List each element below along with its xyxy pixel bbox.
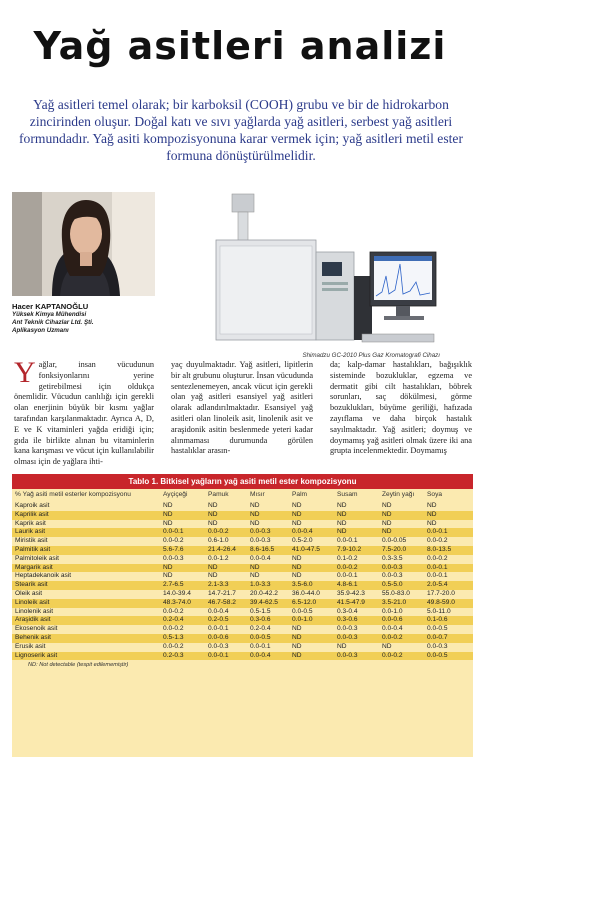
table-cell: 0.2-0.3 [160, 652, 205, 661]
table-cell: 6.5-12.0 [289, 599, 334, 608]
table-cell: ND [334, 528, 379, 537]
table-cell: 0.3-0.6 [334, 616, 379, 625]
table-cell: ND [289, 572, 334, 581]
table-header-cell: Susam [334, 489, 379, 502]
table-cell: 0.0-0.6 [379, 616, 424, 625]
table-cell: 0.0-0.5 [247, 634, 289, 643]
table-cell: ND [334, 643, 379, 652]
table-cell: 0.0-0.3 [334, 652, 379, 661]
table-cell: 5.0-11.0 [424, 608, 473, 617]
table-cell: 0.0-0.2 [160, 625, 205, 634]
table-row [12, 634, 473, 643]
body-text-3: da; kalp-damar hastalıkları, bağışıklık sisteminde bozukluklar, egzema ve dermatit gibi cilt hastalıkları, böbrek sorunları, saç dökülmesi, görme bozuklukları, büyüme geriliği, hafızada zayıflama ve daha birçok hastalık sayılmaktadır. Yağ asitleri; doymuş ve doymamış yağ asitleri olmak üzere iki ana grupta incelenmektedir. Doymamış [330, 360, 472, 456]
table-cell: 0.0-0.2 [160, 608, 205, 617]
table-row [12, 652, 473, 661]
table-cell: 35.9-42.3 [334, 590, 379, 599]
table-cell: 0.0-0.4 [379, 625, 424, 634]
table-cell: 8.0-13.5 [424, 546, 473, 555]
table-cell: 0.0-0.2 [379, 652, 424, 661]
table-cell: 0.0-0.3 [379, 564, 424, 573]
table-cell: ND [379, 502, 424, 511]
body-column-3 [330, 360, 472, 470]
body-column-1 [14, 360, 154, 470]
table-row [12, 590, 473, 599]
table-row [12, 564, 473, 573]
table-cell: ND [289, 564, 334, 573]
table-cell: 0.0-0.3 [247, 537, 289, 546]
table-row-label: Stearik asit [12, 581, 160, 590]
table-cell: 41.5-47.9 [334, 599, 379, 608]
table-cell: 0.0-0.3 [424, 643, 473, 652]
table-note: ND: Not detectable (tespit edilememiştir) [28, 662, 129, 669]
table-header-row [12, 489, 473, 502]
table-header-cell: Pamuk [205, 489, 247, 502]
table-cell: 0.1-0.2 [334, 555, 379, 564]
table-cell: 55.0-83.0 [379, 590, 424, 599]
table-cell: 0.0-0.1 [424, 564, 473, 573]
table-cell: ND [247, 520, 289, 529]
table-cell: 0.5-5.0 [379, 581, 424, 590]
table-cell: 0.0-0.5 [424, 652, 473, 661]
author-portrait-image [12, 192, 155, 296]
table-cell: ND [424, 511, 473, 520]
table-cell: 2.0-5.4 [424, 581, 473, 590]
table-row [12, 643, 473, 652]
table-cell: ND [334, 502, 379, 511]
table-row [12, 599, 473, 608]
table-cell: 36.0-44.0 [289, 590, 334, 599]
table-cell: 14.7-21.7 [205, 590, 247, 599]
table-cell: ND [160, 511, 205, 520]
table-cell: ND [205, 572, 247, 581]
table-cell: 21.4-26.4 [205, 546, 247, 555]
table-cell: 0.0-0.3 [247, 528, 289, 537]
table-row-label: Araşidik asit [12, 616, 160, 625]
table-cell: 2.1-3.3 [205, 581, 247, 590]
table-cell: 0.0-0.2 [424, 537, 473, 546]
table-row-label: Linolenik asit [12, 608, 160, 617]
table-cell: ND [205, 502, 247, 511]
table-cell: 0.0-0.5 [424, 625, 473, 634]
table-cell: 0.5-1.5 [247, 608, 289, 617]
table-cell: 0.0-0.05 [379, 537, 424, 546]
table-cell: 0.2-0.4 [247, 625, 289, 634]
table-cell: 48.3-74.0 [160, 599, 205, 608]
table-cell: 0.0-0.3 [334, 634, 379, 643]
author-block [12, 302, 157, 336]
table-cell: ND [379, 511, 424, 520]
table-cell: 0.0-0.1 [334, 537, 379, 546]
table-cell: 39.4-62.5 [247, 599, 289, 608]
table-cell: 0.0-0.4 [247, 555, 289, 564]
body-text-2: yaç duyulmaktadır. Yağ asitleri, lipitlerin bir alt grubunu oluşturur. İnsan vücudunda sentezlenemeyen, ancak vücut için gerekli olan yağ asitleri esansiyel yağ asitleri olarak adlandırılmaktadır. Esansiyel yağ asitleri olan linoleik asit, linolenik asit ve araşidonik asitin beslenmede yeteri kadar alınmaması durumunda görülen hastalıklar arasın- [171, 360, 313, 456]
table-row-label: Kaprilik asit [12, 511, 160, 520]
table-cell: 0.0-0.4 [289, 528, 334, 537]
table-row-label: Kaproik asit [12, 502, 160, 511]
device-image [212, 192, 440, 349]
table-cell: ND [334, 511, 379, 520]
table-cell: 0.0-0.2 [379, 634, 424, 643]
table-cell: 0.0-0.1 [424, 572, 473, 581]
table-cell: ND [379, 528, 424, 537]
table-cell: 0.1-0.6 [424, 616, 473, 625]
table-cell: 0.5-2.0 [289, 537, 334, 546]
table-cell: ND [334, 520, 379, 529]
table-row [12, 537, 473, 546]
body-text-1: ağlar, insan vücudunun fonksiyonlarını yerine getirebilmesi için oldukça önemlidir. Vücudun canlılığı için gerekli olan enerjinin büyük bir kısmı yağlar tarafından karşılanmaktadır. Ayrıca A, D, E ve K vitaminleri yağda eridiği için; gıda ile birlikte alınan bu vitaminlerin kana karışması ve vücut için kullanılabilir olması için de yağlara ihti- [14, 360, 154, 467]
table-cell: 0.0-0.2 [205, 528, 247, 537]
table-row [12, 625, 473, 634]
lead-paragraph: Yağ asitleri temel olarak; bir karboksil (COOH) grubu ve bir de hidrokarbon zincirinden oluşur. Doğal katı ve sıvı yağlarda yağ asitleri, serbest yağ asitleri formundadır. Yağ asiti kompozisyonuna karar vermek için; yağ asitleri metil ester formuna dönüştürülmelidir. [19, 97, 463, 163]
table-row-label: Heptadekanoik asit [12, 572, 160, 581]
table-cell: ND [247, 502, 289, 511]
table-row-label: Kaprik asit [12, 520, 160, 529]
table-cell: 0.6-1.0 [205, 537, 247, 546]
table-cell: 3.5-6.0 [289, 581, 334, 590]
table-cell: 0.0-0.2 [160, 537, 205, 546]
table-cell: 0.2-0.4 [160, 616, 205, 625]
table-cell: 0.0-0.3 [205, 643, 247, 652]
page-title: Yağ asitleri analizi [33, 24, 447, 68]
table-cell: 14.0-39.4 [160, 590, 205, 599]
table-cell: 4.8-6.1 [334, 581, 379, 590]
table-cell: 20.0-42.2 [247, 590, 289, 599]
table-header-cell: Ayçiçeği [160, 489, 205, 502]
table-cell: ND [289, 502, 334, 511]
table-cell: 0.0-0.5 [289, 608, 334, 617]
table-header-cell: % Yağ asiti metil esterler kompozisyonu [12, 489, 160, 502]
table-cell: 0.0-0.2 [334, 564, 379, 573]
table-header-cell: Soya [424, 489, 473, 502]
table-cell: ND [289, 511, 334, 520]
table-cell: 7.9-10.2 [334, 546, 379, 555]
table-header-cell: Zeytin yağı [379, 489, 424, 502]
table-cell: 0.0-0.1 [160, 528, 205, 537]
table-cell: ND [205, 564, 247, 573]
table-row-label: Ekosenoik asit [12, 625, 160, 634]
table-header-cell: Palm [289, 489, 334, 502]
table-cell: 0.0-0.6 [205, 634, 247, 643]
author-title: Yüksek Kimya Mühendisi [12, 311, 87, 318]
table-title: Tablo 1. Bitkisel yağların yağ asiti metil ester kompozisyonu [12, 474, 473, 489]
table-cell: 0.0-0.2 [424, 555, 473, 564]
table-cell: 0.2-0.5 [205, 616, 247, 625]
table-cell: 8.6-16.5 [247, 546, 289, 555]
table-cell: 0.0-1.0 [289, 616, 334, 625]
table-cell: ND [289, 520, 334, 529]
table-row-label: Erusik asit [12, 643, 160, 652]
table-cell: ND [247, 572, 289, 581]
body-column-2 [171, 360, 313, 470]
table-row [12, 546, 473, 555]
table-cell: ND [160, 502, 205, 511]
table-cell: ND [424, 502, 473, 511]
table-row-label: Lignoserik asit [12, 652, 160, 661]
fatty-acid-table [12, 474, 473, 757]
table-cell: ND [247, 511, 289, 520]
table-row [12, 572, 473, 581]
table-cell: 5.6-7.6 [160, 546, 205, 555]
table-cell: ND [379, 520, 424, 529]
table-row [12, 528, 473, 537]
table-cell: 2.7-6.5 [160, 581, 205, 590]
table-cell: 0.0-0.1 [205, 652, 247, 661]
table-cell: ND [424, 520, 473, 529]
table-cell: 0.3-3.5 [379, 555, 424, 564]
device-caption: Shimadzu GC-2010 Plus Gaz Kromatografi Cihazı [302, 352, 440, 359]
table-cell: 0.0-1.2 [205, 555, 247, 564]
table-cell: 0.5-1.3 [160, 634, 205, 643]
table-row-label: Oleik asit [12, 590, 160, 599]
table-cell: 0.0-0.1 [424, 528, 473, 537]
table-row [12, 616, 473, 625]
table-row-label: Palmitoleik asit [12, 555, 160, 564]
table-cell: 0.0-0.1 [334, 572, 379, 581]
table-cell: ND [289, 625, 334, 634]
table-row-label: Laurik asit [12, 528, 160, 537]
table-cell: 0.0-0.7 [424, 634, 473, 643]
table-cell: 17.7-20.0 [424, 590, 473, 599]
table-cell: 1.0-3.3 [247, 581, 289, 590]
table-row [12, 502, 473, 511]
table-row [12, 608, 473, 617]
table-cell: 0.0-0.4 [205, 608, 247, 617]
table-cell: 7.5-20.0 [379, 546, 424, 555]
gas-chromatograph-illustration [212, 192, 440, 349]
composition-table [12, 489, 473, 660]
table-cell: 0.0-1.0 [379, 608, 424, 617]
table-row [12, 555, 473, 564]
table-header-cell: Mısır [247, 489, 289, 502]
author-company: Ant Teknik Cihazlar Ltd. Şti. [12, 319, 94, 327]
table-cell: ND [289, 634, 334, 643]
table-row-label: Miristik asit [12, 537, 160, 546]
table-cell: 0.0-0.4 [247, 652, 289, 661]
table-cell: 0.0-0.1 [247, 643, 289, 652]
author-position: Aplikasyon Uzmanı [12, 327, 69, 335]
table-cell: 0.0-0.2 [160, 643, 205, 652]
author-name: Hacer KAPTANOĞLU [12, 302, 89, 311]
table-row-label: Palmitik asit [12, 546, 160, 555]
table-row [12, 520, 473, 529]
table-cell: 49.8-59.0 [424, 599, 473, 608]
dropcap: Y [14, 360, 36, 389]
table-cell: ND [160, 520, 205, 529]
table-cell: ND [247, 564, 289, 573]
table-cell: 0.3-0.4 [334, 608, 379, 617]
table-row-label: Linoleik asit [12, 599, 160, 608]
table-row [12, 511, 473, 520]
table-row [12, 581, 473, 590]
table-cell: ND [205, 520, 247, 529]
table-row-label: Behenik asit [12, 634, 160, 643]
table-cell: ND [160, 564, 205, 573]
author-photo [12, 192, 155, 296]
table-cell: 0.0-0.1 [205, 625, 247, 634]
table-cell: 0.0-0.3 [379, 572, 424, 581]
table-cell: ND [289, 555, 334, 564]
table-cell: ND [289, 652, 334, 661]
table-cell: 41.0-47.5 [289, 546, 334, 555]
table-cell: 0.3-0.6 [247, 616, 289, 625]
table-cell: ND [289, 643, 334, 652]
table-cell: 0.0-0.3 [160, 555, 205, 564]
table-cell: ND [205, 511, 247, 520]
table-row-label: Margarik asit [12, 564, 160, 573]
table-cell: ND [160, 572, 205, 581]
table-cell: 0.0-0.3 [334, 625, 379, 634]
table-cell: 3.5-21.0 [379, 599, 424, 608]
table-cell: 46.7-58.2 [205, 599, 247, 608]
table-cell: ND [379, 643, 424, 652]
